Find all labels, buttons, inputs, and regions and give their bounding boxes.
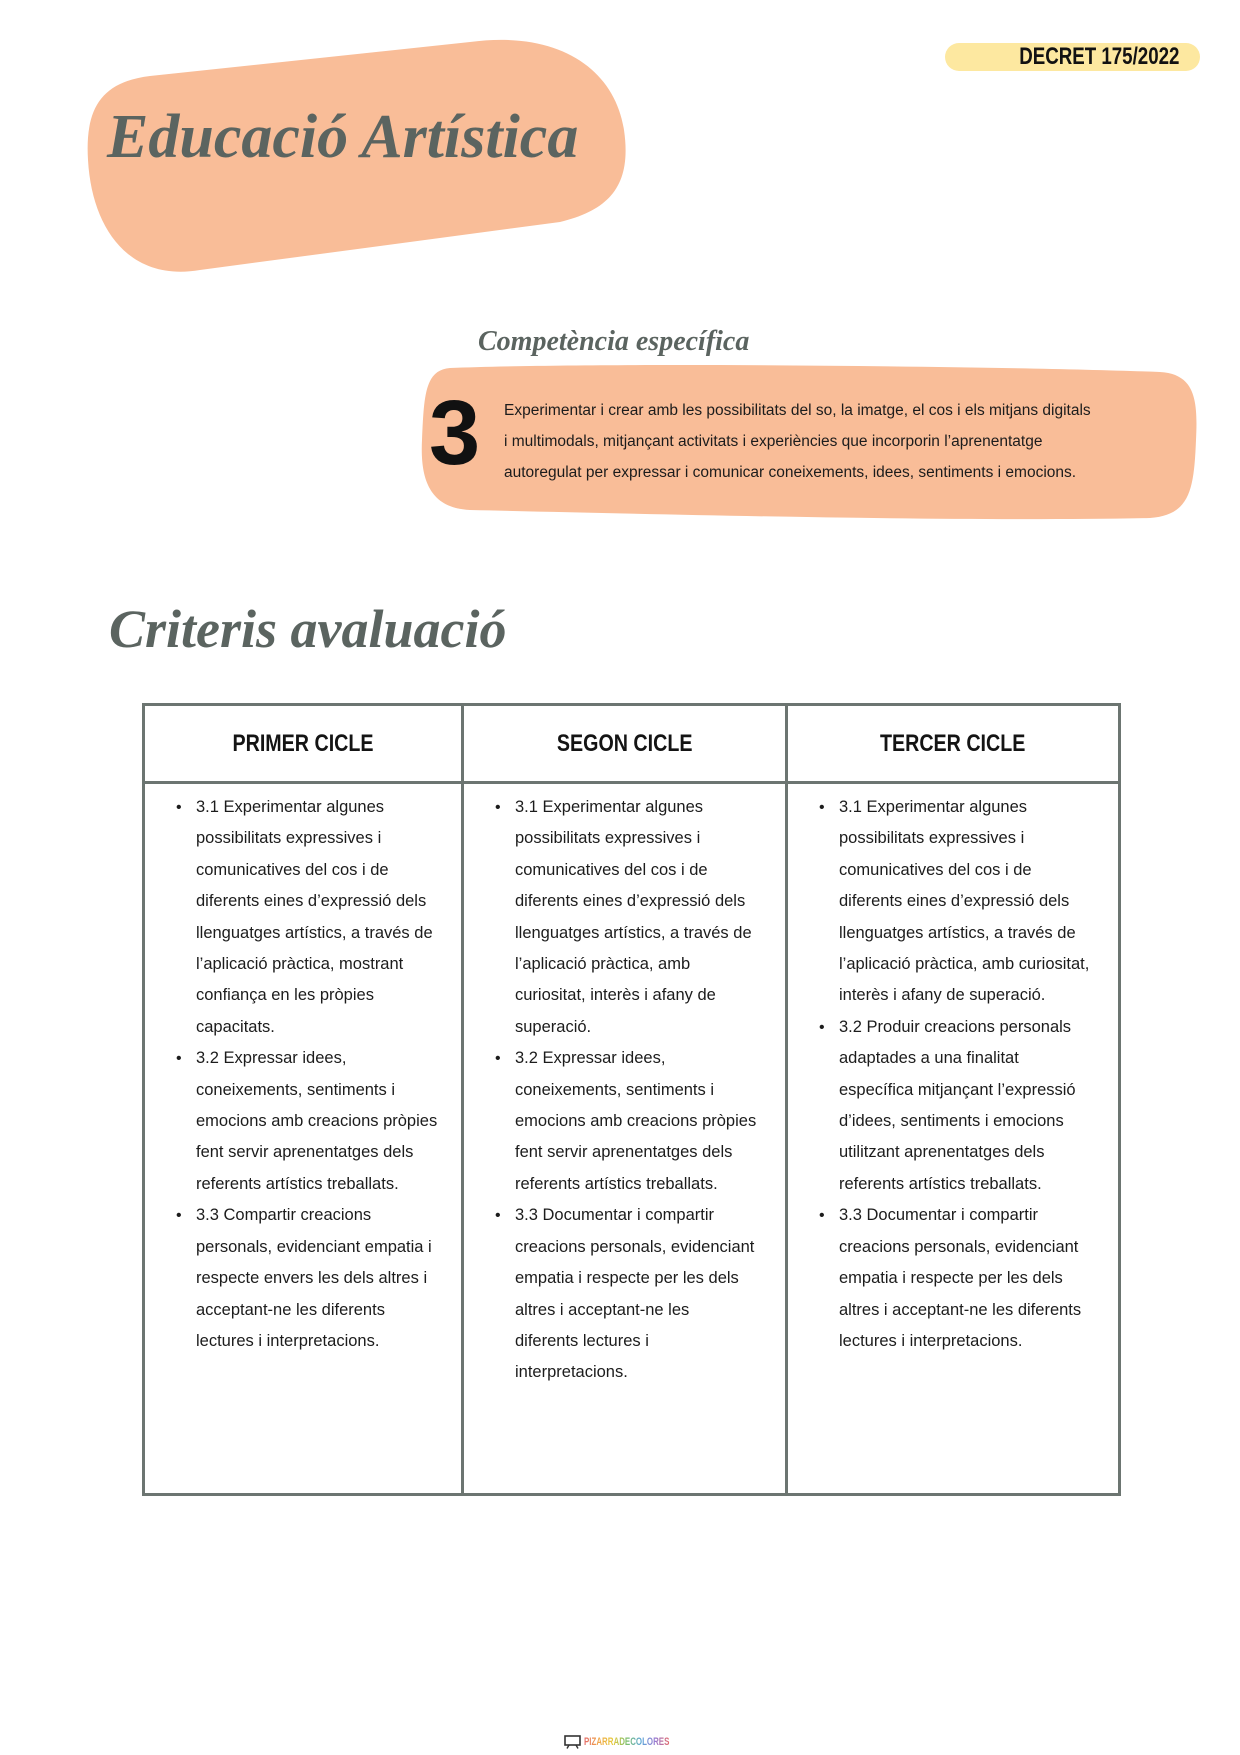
criteria-item: • 3.2 Produir creacions personals adaptades a una finalitat específica mitjançant l’expressió d’idees, sentiments i emocions utilitzant aprenentatges dels referents artístics treballats. bbox=[839, 1012, 1114, 1200]
criteria-item: • 3.1 Experimentar algunes possibilitats expressives i comunicatives del cos i de diferents eines d’expressió dels llenguatges artístics, a través de l’aplicació pràctica, amb curiositat, interès i afany de superació. bbox=[515, 792, 781, 1043]
logo-text: PIZARRADECOLORES bbox=[584, 1735, 670, 1748]
column-segon-cicle bbox=[461, 706, 785, 1493]
column-header-label: TERCER CICLE bbox=[880, 729, 1026, 757]
page-title: Educació Artística bbox=[107, 103, 579, 171]
column-header-label: SEGON CICLE bbox=[556, 729, 693, 757]
criteria-item: • 3.2 Expressar idees, coneixements, sentiments i emocions amb creacions pròpies fent servir aprenentatges dels referents artístics treballats. bbox=[515, 1043, 781, 1200]
criteria-heading: Criteris avaluació bbox=[109, 599, 507, 659]
column-tercer-cicle bbox=[785, 706, 1118, 1493]
footer-logo bbox=[564, 1734, 703, 1750]
column-primer-cicle bbox=[145, 706, 461, 1493]
criteria-item: • 3.3 Compartir creacions personals, evidenciant empatia i respecte envers les dels altres i acceptant-ne les diferents lectures i interpretacions. bbox=[196, 1200, 457, 1357]
column-header bbox=[145, 706, 461, 784]
competence-number: 3 bbox=[429, 382, 481, 484]
criteria-list bbox=[788, 784, 1118, 1357]
decree-label: DECRET 175/2022 bbox=[1018, 43, 1179, 70]
board-icon bbox=[564, 1735, 581, 1749]
criteria-list bbox=[464, 784, 785, 1389]
column-header bbox=[464, 706, 785, 784]
column-header bbox=[788, 706, 1118, 784]
column-header-label: PRIMER CICLE bbox=[232, 729, 374, 757]
criteria-item: • 3.2 Expressar idees, coneixements, sentiments i emocions amb creacions pròpies fent servir aprenentatges dels referents artístics treballats. bbox=[196, 1043, 457, 1200]
criteria-item: • 3.1 Experimentar algunes possibilitats expressives i comunicatives del cos i de diferents eines d’expressió dels llenguatges artístics, a través de l’aplicació pràctica, mostrant confiança en les pròpies capacitats. bbox=[196, 792, 457, 1043]
criteria-item: • 3.3 Documentar i compartir creacions personals, evidenciant empatia i respecte per les dels altres i acceptant-ne les diferents lectures i interpretacions. bbox=[839, 1200, 1114, 1357]
criteria-item: • 3.3 Documentar i compartir creacions personals, evidenciant empatia i respecte per les dels altres i acceptant-ne les diferents lectures i interpretacions. bbox=[515, 1200, 781, 1388]
decree-badge bbox=[945, 43, 1200, 71]
competence-description: Experimentar i crear amb les possibilitats del so, la imatge, el cos i els mitjans digitals i multimodals, mitjançant activitats i experiències que incorporin l’aprenentatge autoregulat per expressar i comunicar coneixements, idees, sentiments i emocions. bbox=[504, 402, 1091, 481]
criteria-item: • 3.1 Experimentar algunes possibilitats expressives i comunicatives del cos i de diferents eines d’expressió dels llenguatges artístics, a través de l’aplicació pràctica, amb curiositat, interès i afany de superació. bbox=[839, 792, 1114, 1012]
criteria-table bbox=[142, 703, 1121, 1496]
competence-heading: Competència específica bbox=[478, 326, 750, 357]
criteria-list bbox=[145, 784, 461, 1357]
